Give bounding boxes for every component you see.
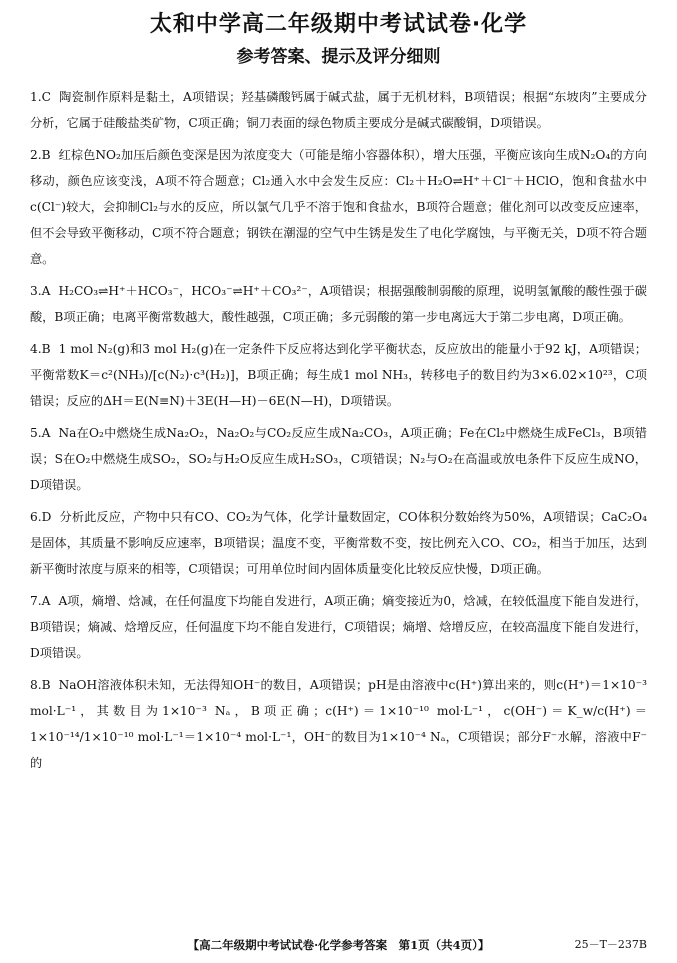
answer-explanation: A项，熵增、焓减，在任何温度下均能自发进行，A项正确；熵变接近为0，焓减，在较低温度下能自发进行，B项错误；熵减、焓增反应，任何温度下均不能自发进行，C项错误；熵增、焓增反应，在较高温度下能自发进行，D项错误。 — [30, 594, 647, 660]
answer-number: 7. — [30, 594, 42, 608]
page-title: 太和中学高二年级期中考试试卷·化学 — [149, 12, 528, 37]
answer-item-6 — [30, 504, 647, 582]
answer-key: C — [41, 90, 51, 104]
answer-key: B — [41, 148, 51, 162]
answer-explanation: 陶瓷制作原料是黏土，A项错误；羟基磷酸钙属于碱式盐，属于无机材料，B项错误；根据“东坡肉”主要成分分析，它属于硅酸盐类矿物，C项正确；铜刀表面的绿色物质主要成分是碱式碳酸铜，D项错误。 — [30, 90, 647, 130]
answer-item-3 — [30, 278, 647, 330]
answer-key: D — [41, 510, 52, 524]
footer-paper-code: 25－T－237B — [574, 938, 647, 951]
answer-item-4 — [30, 336, 647, 414]
answer-number: 3. — [30, 284, 42, 298]
answer-key: A — [41, 594, 51, 608]
answer-explanation: H₂CO₃⇌H⁺＋HCO₃⁻，HCO₃⁻⇌H⁺＋CO₃²⁻，A项错误；根据强酸制弱酸的原理，说明氢氰酸的酸性强于碳酸，B项正确；电离平衡常数越大，酸性越强，C项正确；多元弱酸的第一步电离远大于第二步电离，D项正确。 — [30, 284, 647, 324]
answer-explanation: 红棕色NO₂加压后颜色变深是因为浓度变大（可能是缩小容器体积），增大压强，平衡应该向生成N₂O₄的方向移动，颜色应该变浅，A项不符合题意；Cl₂通入水中会发生反应：Cl₂＋H₂O⇌H⁺＋Cl⁻＋HClO，饱和食盐水中c(Cl⁻)较大，会抑制Cl₂与水的反应，所以氯气几乎不溶于饱和食盐水，B项符合题意；催化剂可以改变反应速率，但不会导致平衡移动，C项不符合题意；钢铁在潮湿的空气中生锈是发生了电化学腐蚀，与平衡无关，D项不符合题意。 — [30, 148, 647, 266]
page-footer — [30, 935, 647, 955]
answer-key: A — [41, 284, 51, 298]
answer-item-5 — [30, 420, 647, 498]
answer-number: 4. — [30, 342, 42, 356]
answer-item-2 — [30, 142, 647, 272]
answer-item-7 — [30, 588, 647, 666]
answer-key: A — [41, 426, 51, 440]
answer-explanation: 1 mol N₂(g)和3 mol H₂(g)在一定条件下反应将达到化学平衡状态，反应放出的能量小于92 kJ，A项错误；平衡常数K＝c²(NH₃)/[c(N₂)·c³(H₂)]，B项正确；每生成1 mol NH₃，转移电子的数目约为3×6.02×10²³，C项错误；反应的ΔH＝E(N≡N)＋3E(H—H)－6E(N—H)，D项错误。 — [30, 342, 647, 408]
answer-explanation: NaOH溶液体积未知，无法得知OH⁻的数目，A项错误；pH是由溶液中c(H⁺)算出来的，则c(H⁺)＝1×10⁻³ mol·L⁻¹，其数目为1×10⁻³ Nₐ，B项正确；c(H⁺)＝1×10⁻¹⁰ mol·L⁻¹，c(OH⁻)＝K_w/c(H⁺)＝1×10⁻¹⁴/1×10⁻¹⁰ mol·L⁻¹＝1×10⁻⁴ mol·L⁻¹，OH⁻的数目为1×10⁻⁴ Nₐ，C项错误；部分F⁻水解，溶液中F⁻的 — [30, 678, 647, 770]
page-subtitle: 参考答案、提示及评分细则 — [236, 47, 441, 67]
answer-key: B — [41, 342, 51, 356]
footer-page-info: 【高二年级期中考试试卷·化学参考答案 第1页（共4页）】 — [187, 938, 490, 952]
answer-key: B — [41, 678, 51, 692]
answer-number: 1. — [30, 90, 42, 104]
answer-number: 2. — [30, 148, 42, 162]
answer-list — [30, 84, 647, 776]
answer-explanation: 分析此反应，产物中只有CO、CO₂为气体，化学计量数固定，CO体积分数始终为50%，A项错误；CaC₂O₄是固体，其质量不影响反应速率，B项错误；温度不变，平衡常数不变，按比例充入CO、CO₂，相当于加压，达到新平衡时浓度与原来的相等，C项错误；可用单位时间内固体质量变化比较反应快慢，D项正确。 — [30, 510, 647, 576]
answer-number: 6. — [30, 510, 42, 524]
answer-explanation: Na在O₂中燃烧生成Na₂O₂，Na₂O₂与CO₂反应生成Na₂CO₃，A项正确；Fe在Cl₂中燃烧生成FeCl₃，B项错误；S在O₂中燃烧生成SO₂，SO₂与H₂O反应生成H₂SO₃，C项错误；N₂与O₂在高温或放电条件下反应生成NO，D项错误。 — [30, 426, 647, 492]
answer-number: 5. — [30, 426, 42, 440]
answer-item-8 — [30, 672, 647, 776]
answer-number: 8. — [30, 678, 42, 692]
answer-item-1 — [30, 84, 647, 136]
